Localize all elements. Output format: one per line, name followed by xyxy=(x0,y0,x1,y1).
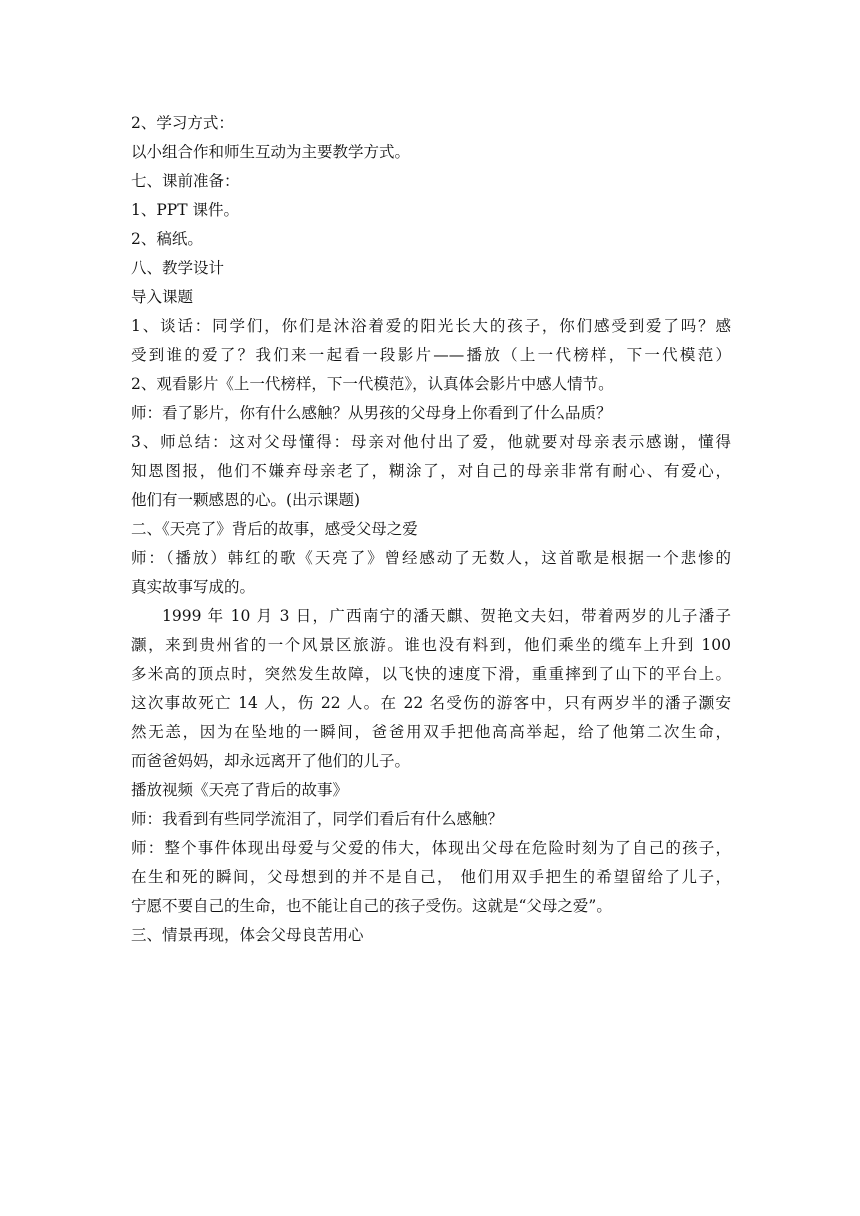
document-body xyxy=(131,109,731,950)
text-line: 在生和死的瞬间，父母想到的并不是自己， 他们用双手把生的希望留给了儿子， xyxy=(131,868,731,886)
text-line: 1999 年 10 月 3 日，广西南宁的潘天麒、贺艳文夫妇，带着两岁的儿子潘子 xyxy=(162,607,731,625)
text-line: 师：（播放）韩红的歌《天亮了》曾经感动了无数人，这首歌是根据一个悲惨的 xyxy=(131,549,731,567)
text-line: 知恩图报，他们不嫌弃母亲老了，糊涂了，对自己的母亲非常有耐心、有爱心， xyxy=(131,462,731,480)
text-line: 播放视频《天亮了背后的故事》 xyxy=(131,781,349,799)
text-line: 而爸爸妈妈，却永远离开了他们的儿子。 xyxy=(131,752,411,770)
text-line: 1、PPT 课件。 xyxy=(131,201,239,219)
text-line: 2、学习方式： xyxy=(131,114,234,132)
text-line: 受到谁的爱了？我们来一起看一段影片——播放（上一代榜样，下一代模范） xyxy=(131,346,731,364)
text-line: 二、《天亮了》背后的故事，感受父母之爱 xyxy=(131,520,418,538)
text-line: 师：整个事件体现出母爱与父爱的伟大，体现出父母在危险时刻为了自己的孩子， xyxy=(131,839,731,857)
text-line: 他们有一颗感恩的心。(出示课题) xyxy=(131,491,361,509)
text-line: 2、稿纸。 xyxy=(131,230,203,248)
text-line: 宁愿不要自己的生命，也不能让自己的孩子受伤。这就是“父母之爱”。 xyxy=(131,897,612,915)
text-line: 三、情景再现，体会父母良苦用心 xyxy=(131,926,364,944)
text-line: 以小组合作和师生互动为主要教学方式。 xyxy=(131,143,411,161)
text-line: 多米高的顶点时，突然发生故障，以飞快的速度下滑，重重摔到了山下的平台上。 xyxy=(131,665,731,683)
text-line: 导入课题 xyxy=(131,288,194,306)
text-line: 灏，来到贵州省的一个风景区旅游。谁也没有料到，他们乘坐的缆车上升到 100 xyxy=(131,636,731,654)
text-line: 真实故事写成的。 xyxy=(131,578,256,596)
text-line: 1、谈话：同学们，你们是沐浴着爱的阳光长大的孩子，你们感受到爱了吗？感 xyxy=(131,317,731,335)
text-line: 然无恙，因为在坠地的一瞬间，爸爸用双手把他高高举起，给了他第二次生命， xyxy=(131,723,731,741)
text-line: 师：我看到有些同学流泪了，同学们看后有什么感触？ xyxy=(131,810,504,828)
text-line: 2、观看影片《上一代榜样，下一代模范》，认真体会影片中感人情节。 xyxy=(131,375,614,393)
text-line: 七、课前准备： xyxy=(131,172,240,190)
text-line: 3、师总结：这对父母懂得：母亲对他付出了爱，他就要对母亲表示感谢，懂得 xyxy=(131,433,731,451)
text-line: 师：看了影片，你有什么感触？从男孩的父母身上你看到了什么品质？ xyxy=(131,404,612,422)
text-line: 这次事故死亡 14 人，伤 22 人。在 22 名受伤的游客中，只有两岁半的潘子灏安 xyxy=(131,694,731,712)
text-line: 八、教学设计 xyxy=(131,259,225,277)
